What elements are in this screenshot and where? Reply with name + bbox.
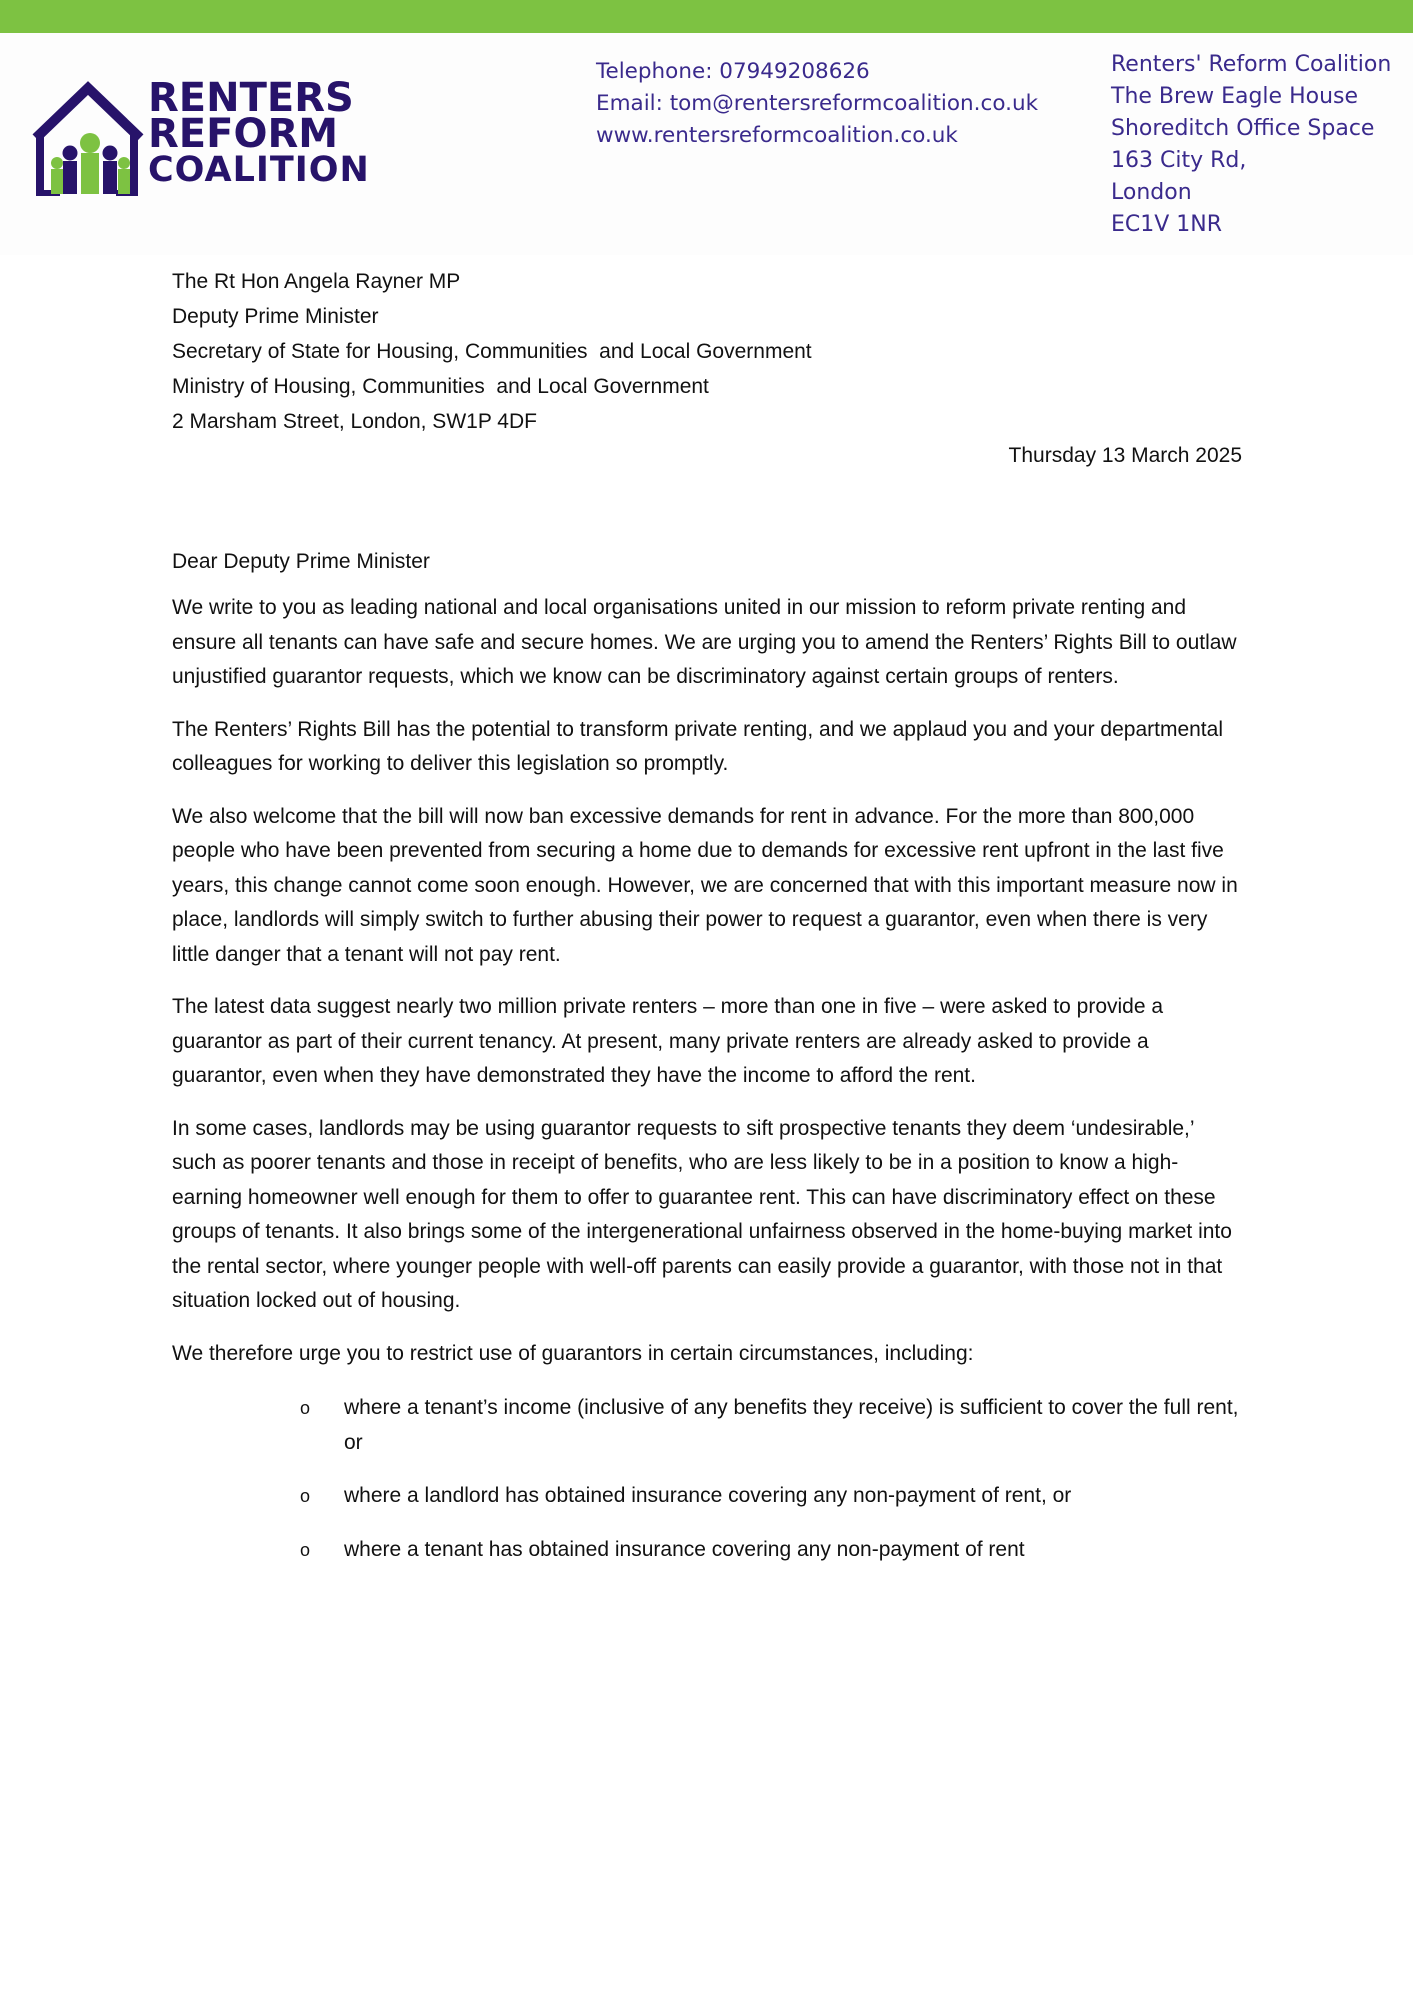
- list-item-text: where a landlord has obtained insurance covering any non-payment of rent, or: [344, 1484, 1072, 1507]
- paragraph: We write to you as leading national and local organisations united in our mission to reform private renting and ensure all tenants can have safe and secure homes. We are urging you to amend the Renters’ Rights Bill to outlaw unjustified guarantor requests, which we know can be discriminatory against certain groups of renters.: [172, 596, 1237, 688]
- paragraph: The latest data suggest nearly two million private renters – more than one in five – were asked to provide a guarantor as part of their current tenancy. At present, many private renters are already asked to provide a guarantor, even when they have demonstrated they have the income to afford the rent.: [172, 995, 1164, 1087]
- paragraph: The Renters’ Rights Bill has the potential to transform private renting, and we applaud you and your departmental colleagues for working to deliver this legislation so promptly.: [172, 717, 1223, 775]
- address-line: 163 City Rd,: [1111, 148, 1247, 173]
- list-item: [300, 1391, 1242, 1460]
- bullet-circle-icon: o: [300, 1486, 311, 1506]
- paragraph: We therefore urge you to restrict use of guarantors in certain circumstances, including:: [172, 1341, 974, 1365]
- email-link[interactable]: Email: tom@rentersreformcoalition.co.uk: [596, 91, 1039, 116]
- logo-line-1: RENTERS: [148, 75, 354, 121]
- paragraph: We also welcome that the bill will now ban excessive demands for rent in advance. For the more than 800,000 people who have been prevented from securing a home due to demands for excessive rent upfront in the last five years, this change cannot come soon enough. However, we are concerned that with this important measure now in place, landlords will simply switch to further abusing their power to request a guarantor, even when there is very little danger that a tenant will not pay rent.: [172, 804, 1238, 966]
- logo-line-3: COALITION: [148, 150, 370, 190]
- sender-address: [1111, 49, 1391, 241]
- list-item-text: where a tenant has obtained insurance covering any non-payment of rent: [344, 1537, 1025, 1561]
- salutation: Dear Deputy Prime Minister: [172, 550, 430, 573]
- recipient-line: 2 Marsham Street, London, SW1P 4DF: [172, 410, 537, 433]
- list-item-text: where a tenant’s income (inclusive of any benefits they receive) is sufficient to cover the full rent, or: [344, 1396, 1239, 1454]
- list-item: [300, 1479, 1242, 1514]
- brand-color-bar: [0, 0, 1413, 33]
- website-link[interactable]: www.rentersreformcoalition.co.uk: [596, 123, 958, 148]
- house-with-people-icon: [30, 80, 146, 200]
- address-line: Renters' Reform Coalition: [1111, 52, 1392, 77]
- recipient-line: Deputy Prime Minister: [172, 305, 379, 328]
- address-line: The Brew Eagle House: [1111, 84, 1359, 109]
- address-line: Shoreditch Office Space: [1111, 116, 1375, 141]
- list-item: [300, 1533, 1242, 1568]
- paragraph: In some cases, landlords may be using guarantor requests to sift prospective tenants they deem ‘undesirable,’ such as poorer tenants and those in receipt of benefits, who are less likely to be in a position to know a high-earning homeowner well enough for them to offer to guarantee rent. This can have discriminatory effect on these groups of tenants. It also brings some of the intergenerational unfairness observed in the home-buying market into the rental sector, where younger people with well-off parents can easily provide a guarantor, with those not in that situation locked out of housing.: [172, 1116, 1232, 1312]
- logo-line-2: REFORM: [148, 111, 339, 157]
- logo-wordmark: [148, 75, 370, 190]
- recipient-line: Secretary of State for Housing, Communities and Local Government: [172, 340, 812, 363]
- recipient-line: The Rt Hon Angela Rayner MP: [172, 270, 461, 293]
- address-line: London: [1111, 180, 1192, 205]
- letter-body: [172, 264, 1242, 1586]
- letter-date: Thursday 13 March 2025: [1008, 444, 1242, 467]
- bullet-circle-icon: o: [300, 1398, 311, 1418]
- logo: [30, 75, 370, 200]
- telephone: Telephone: 07949208626: [596, 59, 870, 84]
- conditions-list: [172, 1391, 1242, 1567]
- bullet-circle-icon: o: [300, 1539, 311, 1560]
- contact-block: [596, 56, 1038, 152]
- recipient-line: Ministry of Housing, Communities and Local Government: [172, 375, 709, 398]
- address-line: EC1V 1NR: [1111, 212, 1223, 237]
- recipient-address: [172, 264, 1242, 439]
